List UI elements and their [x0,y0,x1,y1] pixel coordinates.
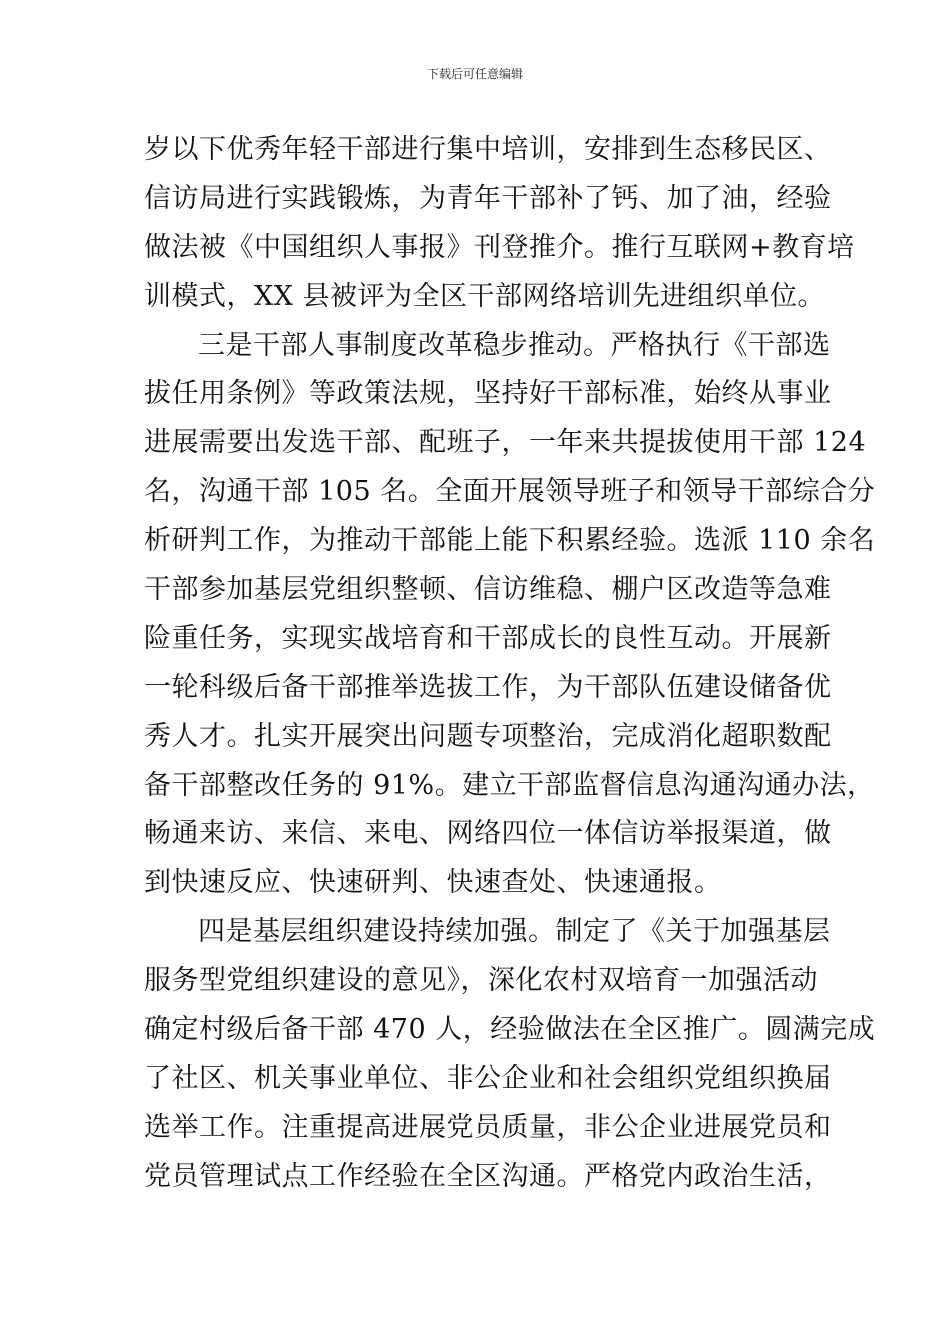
text-line: 三是干部人事制度改革稳步推动。严格执行《干部选 [198,329,831,361]
text-line: 党员管理试点工作经验在全区沟通。严格党内政治生活， [144,1160,832,1192]
paragraph-3 [144,908,876,1201]
text-line: 做法被《中国组织人事报》刊登推介。推行互联网+教育培 [144,231,855,263]
text-line: 选举工作。注重提高进展党员质量，非公企业进展党员和 [144,1111,832,1143]
page-header: 下载后可任意编辑 [426,67,523,81]
paragraph-2 [144,322,876,909]
text-line: 干部参加基层党组织整顿、信访维稳、棚户区改造等急难 [144,574,832,606]
paragraph-1 [144,126,855,322]
text-line: 服务型党组织建设的意见》，深化农村双培育一加强活动 [144,965,818,997]
text-line: 析研判工作，为推动干部能上能下积累经验。选派 110 余名 [144,525,876,557]
text-line: 备干部整改任务的 91%。建立干部监督信息沟通沟通办法， [144,769,875,801]
text-line: 岁以下优秀年轻干部进行集中培训，安排到生态移民区、 [144,134,832,165]
text-line: 秀人才。扎实开展突出问题专项整治，完成消化超职数配 [144,720,832,752]
text-line: 信访局进行实践锻炼，为青年干部补了钙、加了油，经验 [144,182,832,214]
text-line: 训模式，XX 县被评为全区干部网络培训先进组织单位。 [144,280,826,312]
text-line: 一轮科级后备干部推举选拔工作，为干部队伍建设储备优 [144,671,832,703]
document-body [144,126,876,1202]
text-line: 到快速反应、快速研判、快速查处、快速通报。 [144,867,722,899]
text-line: 险重任务，实现实战培育和干部成长的良性互动。开展新 [144,622,832,654]
text-line: 名，沟通干部 105 名。全面开展领导班子和领导干部综合分 [144,476,876,508]
text-line: 拔任用条例》等政策法规，坚持好干部标准，始终从事业 [144,378,832,410]
text-line: 了社区、机关事业单位、非公企业和社会组织党组织换届 [144,1062,832,1094]
text-line: 进展需要出发选干部、配班子，一年来共提拔使用干部 124 [144,427,867,459]
text-line: 畅通来访、来信、来电、网络四位一体信访举报渠道，做 [144,818,832,850]
text-line: 四是基层组织建设持续加强。制定了《关于加强基层 [198,916,831,948]
text-line: 确定村级后备干部 470 人，经验做法在全区推广。圆满完成 [144,1014,876,1046]
